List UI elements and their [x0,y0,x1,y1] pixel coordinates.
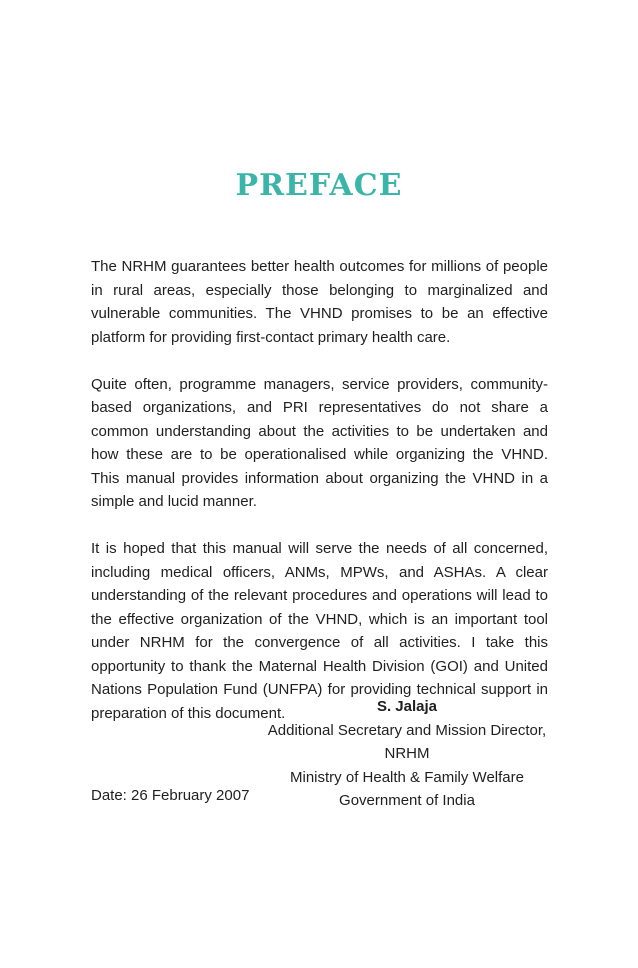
preface-body [91,255,548,749]
document-date: Date: 26 February 2007 [91,787,250,804]
paragraph-1: The NRHM guarantees better health outcomes for millions of people in rural areas, especially those belonging to marginalized and vulnerable communities. The VHND promises to be an effective platform for providing first-contact primary health care. [91,258,548,346]
page-title: PREFACE [235,168,403,203]
signatory-name: S. Jalaja [376,698,438,715]
signatory-org: NRHM [384,745,430,762]
paragraph-2: Quite often, programme managers, service providers, community-based organizations, and PRI representatives do not share a common understanding about the activities to be undertaken and how these are to be operationalised while organizing the VHND. This manual provides information about organizing the VHND in a simple and lucid manner. [91,375,548,510]
signatory-title: Additional Secretary and Mission Director, [267,721,547,739]
signatory-government: Government of India [339,792,475,809]
signatory-ministry: Ministry of Health & Family Welfare [290,768,524,786]
paragraph-3: It is hoped that this manual will serve the needs of all concerned, including medical officers, ANMs, MPWs, and ASHAs. A clear understanding of the relevant procedures and operations will lead to the effective organization of the VHND, which is an important tool under NRHM for the convergence of all activities. I take this opportunity to thank the Maternal Health Division (GOI) and United Nations Population Fund (UNFPA) for providing technical support in preparation of this document. [91,540,548,722]
signature-block [262,695,552,813]
